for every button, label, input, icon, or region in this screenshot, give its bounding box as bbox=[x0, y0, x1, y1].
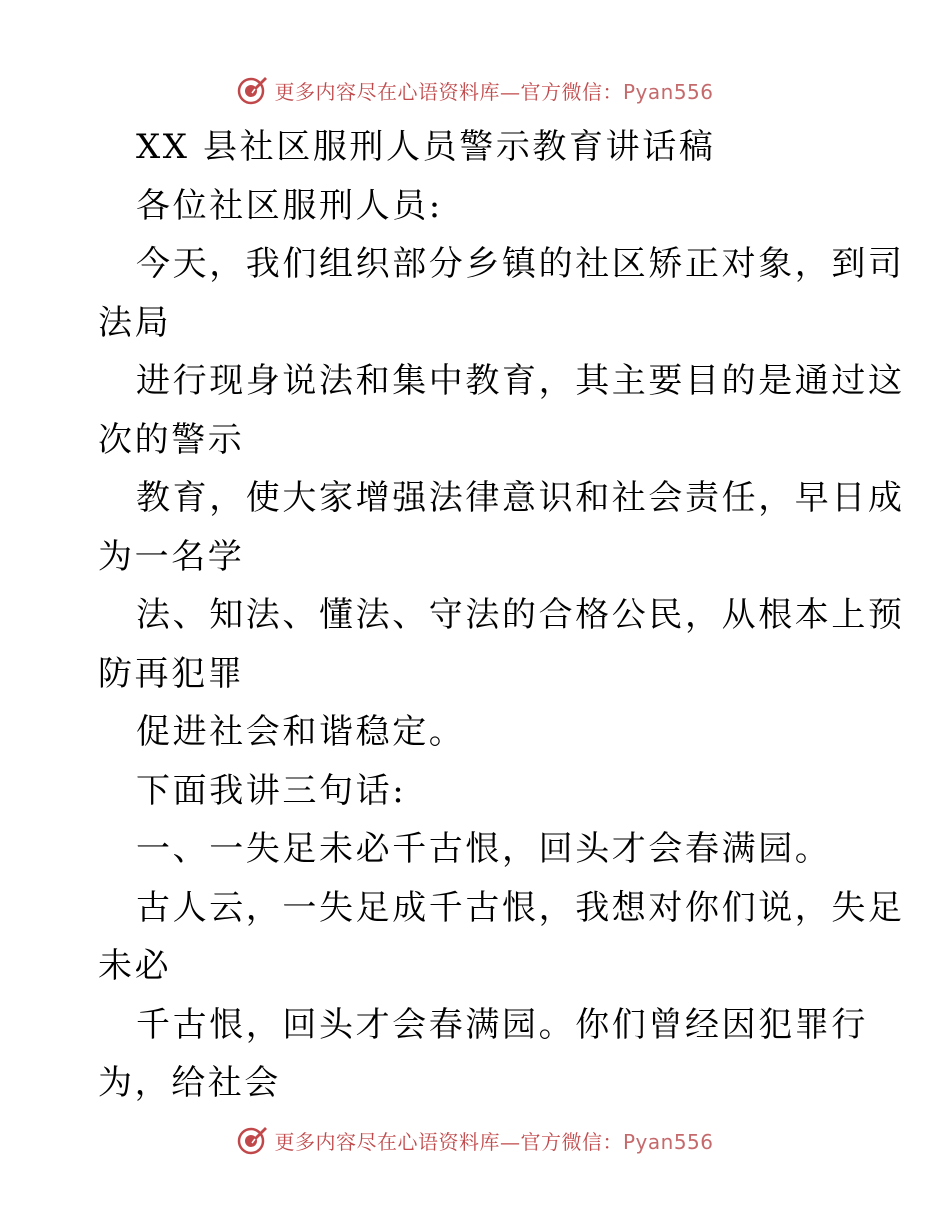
footer-banner-content bbox=[236, 1124, 713, 1156]
document-line: 防再犯罪 bbox=[98, 653, 245, 694]
document-line: 进行现身说法和集中教育，其主要目的是通过这 bbox=[136, 361, 905, 401]
header-banner-content bbox=[236, 74, 713, 106]
document-body bbox=[98, 118, 905, 1113]
document-line: 为，给社会 bbox=[98, 1063, 281, 1103]
header-banner-text: 更多内容尽在心语资料库—官方微信：Pyan556 bbox=[274, 79, 714, 104]
document-line: 为一名学 bbox=[98, 536, 245, 577]
document-line: 教育，使大家增强法律意识和社会责任，早日成 bbox=[136, 478, 905, 518]
pen-seal-logo-icon bbox=[236, 74, 268, 106]
document-line: 促进社会和谐稳定。 bbox=[136, 712, 466, 752]
document-line: 古人云，一失足成千古恨，我想对你们说，失足 bbox=[136, 887, 905, 928]
document-line: 一、一失足未必千古恨，回头才会春满园。 bbox=[136, 829, 832, 869]
document-line: 今天，我们组织部分乡镇的社区矫正对象，到司 bbox=[136, 244, 905, 284]
header-banner bbox=[0, 70, 950, 110]
document-line: 千古恨，回头才会春满园。你们曾经因犯罪行 bbox=[136, 1004, 868, 1045]
footer-banner-text: 更多内容尽在心语资料库—官方微信：Pyan556 bbox=[274, 1129, 714, 1154]
footer-banner bbox=[0, 1120, 950, 1160]
document-line: 未必 bbox=[98, 946, 172, 986]
document-line: 次的警示 bbox=[98, 419, 245, 460]
document-line: 法局 bbox=[98, 302, 172, 343]
pen-seal-logo-icon bbox=[236, 1124, 268, 1156]
document-line: 各位社区服刑人员: bbox=[136, 185, 443, 226]
document-line: 法、知法、懂法、守法的合格公民，从根本上预 bbox=[136, 595, 905, 635]
document-line: 下面我讲三句话: bbox=[136, 770, 407, 811]
document-line: XX 县社区服刑人员警示教育讲话稿 bbox=[136, 127, 716, 167]
